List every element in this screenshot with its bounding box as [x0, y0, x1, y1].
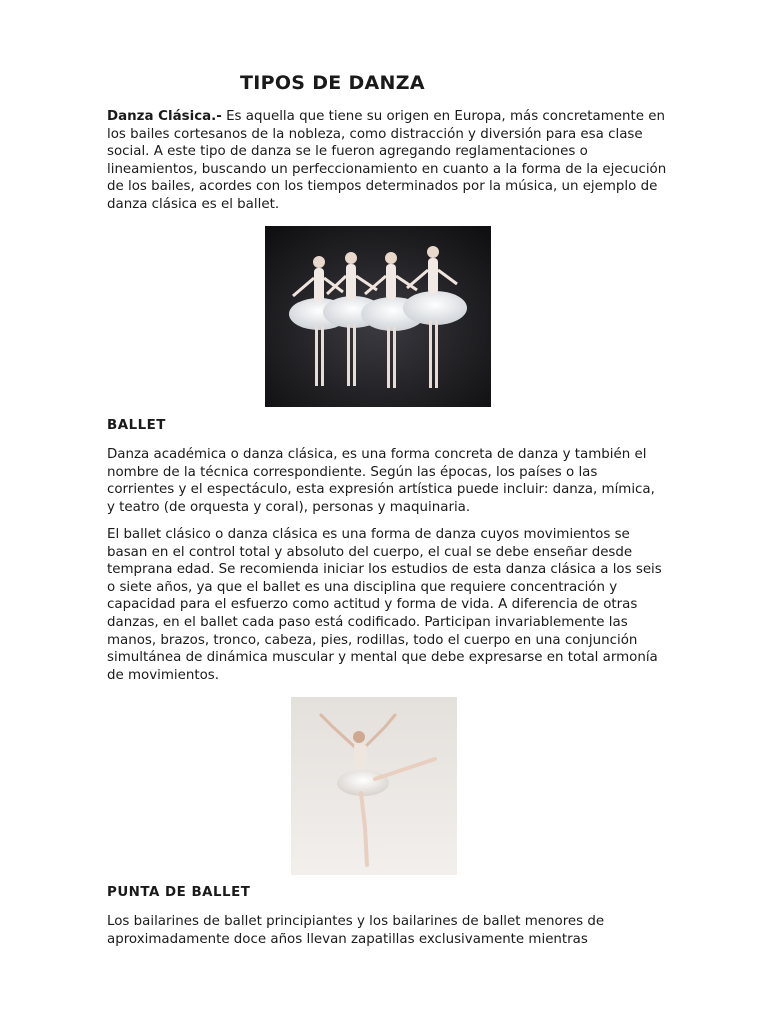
ballet-paragraph-2: El ballet clásico o danza clásica es una forma de danza cuyos movimientos se basan en el control total y absoluto del cuerpo, el cual se debe enseñar desde temprana edad. Se recomienda iniciar los estudios de esta danza clásica a los seis o siete años, ya que el ballet es una disciplina que requiere concentración y capacidad para el esfuerzo como actitud y forma de vida. A diferencia de otras danzas, en el ballet cada paso está codificado. Participan invariablemente las manos, brazos, tronco, cabeza, pies, rodillas, todo el cuerpo en una conjunción simultánea de dinámica muscular y mental que debe expresarse en total armonía de movimientos.: [107, 527, 662, 683]
ballet-paragraph-1: Danza académica o danza clásica, es una forma concreta de danza y también el nombre de la técnica correspondiente. Según las épocas, los países o las corrientes y el espectáculo, esta expresión artística puede incluir: danza, mímica, y teatro (de orquesta y coral), personas y maquinaria.: [107, 447, 655, 515]
page-title: TIPOS DE DANZA: [240, 72, 425, 94]
ballerina-arabesque-photo: [291, 697, 457, 875]
section-heading-ballet: BALLET: [107, 418, 166, 433]
ballerina-arabesque-image: [291, 697, 457, 875]
punta-paragraph-1: Los bailarines de ballet principiantes y los bailarines de ballet menores de aproximadamente doce años llevan zapatillas exclusivamente mientras: [107, 914, 605, 947]
section-heading-punta: PUNTA DE BALLET: [107, 885, 251, 900]
ballerinas-group-image: [265, 226, 491, 407]
intro-paragraph: [107, 108, 667, 214]
intro-term: Danza Clásica.-: [107, 109, 222, 124]
intro-text: Es aquella que tiene su origen en Europa, más concretamente en los bailes cortesanos de la nobleza, como distracción y diversión para esa clase social. A este tipo de danza se le fueron agregando reglamentaciones o lineamientos, buscando un perfeccionamiento en cuanto a la forma de la ejecución de los bailes, acordes con los tiempos determinados por la música, un ejemplo de danza clásica es el ballet.: [107, 109, 667, 212]
ballerinas-group-photo: [265, 226, 491, 407]
